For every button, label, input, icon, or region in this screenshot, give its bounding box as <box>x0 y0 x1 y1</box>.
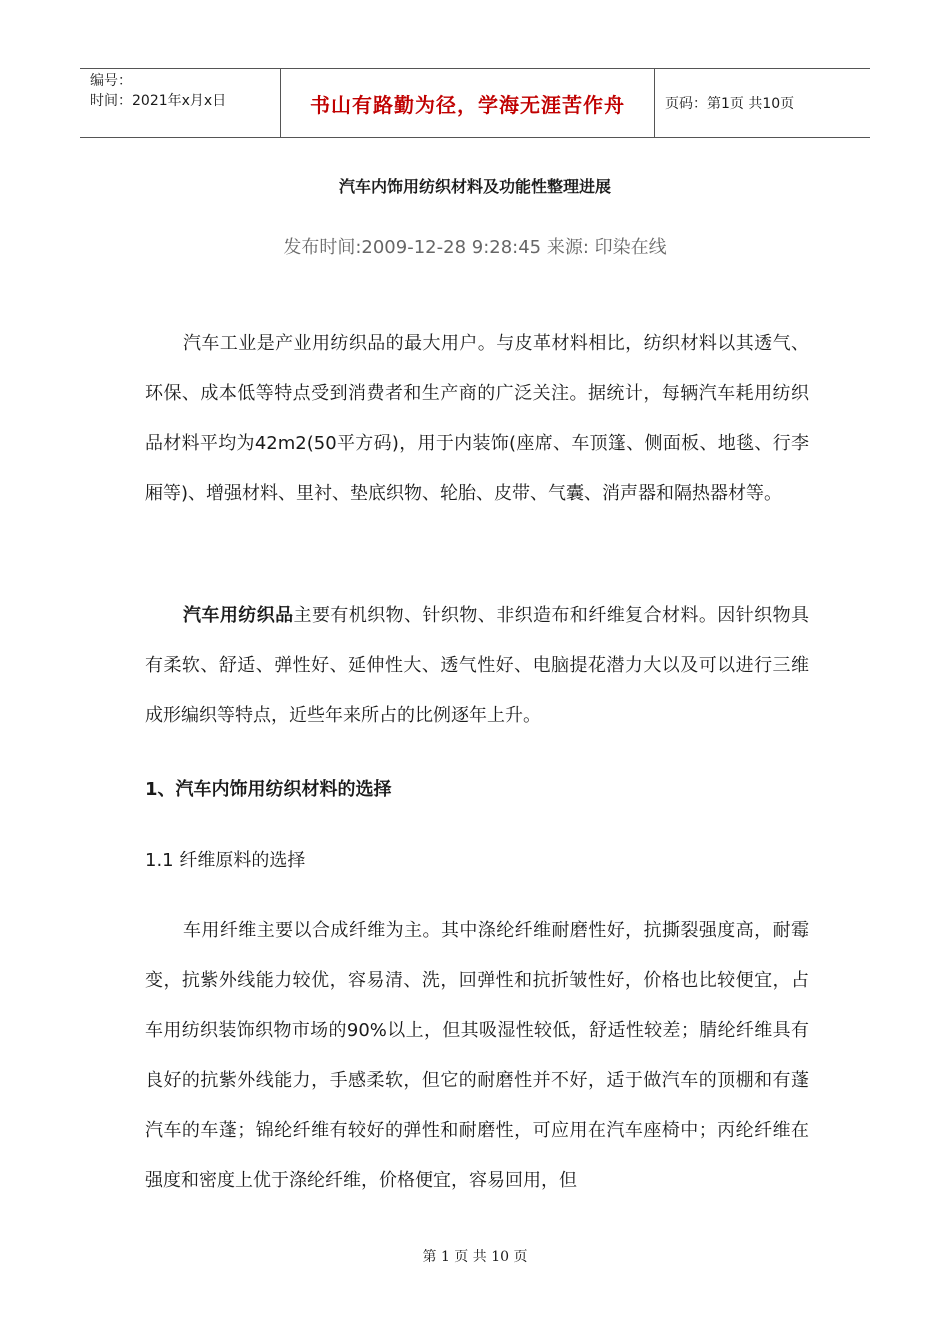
article-title: 汽车内饰用纺织材料及功能性整理进展 <box>338 177 611 196</box>
page-footer: 第 1 页 共 10 页 <box>422 1249 528 1265</box>
article-meta: 发布时间:2009-12-28 9:28:45 来源: 印染在线 <box>283 237 667 258</box>
paragraph-fibers: 车用纤维主要以合成纤维为主。其中涤纶纤维耐磨性好，抗撕裂强度高，耐霉变，抗紫外线能力较优，容易清、洗，回弹性和抗折皱性好，价格也比较便宜，占车用纺织装饰织物市场的90%以上，但其吸湿性较低，舒适性较差；腈纶纤维具有良好的抗紫外线能力，手感柔软，但它的耐磨性并不好，适于做汽车的顶棚和有蓬汽车的车蓬；锦纶纤维有较好的弹性和耐磨性，可应用在汽车座椅中；丙纶纤维在强度和密度上优于涤纶纤维，价格便宜，容易回用，但 <box>145 920 809 1191</box>
paragraph-textiles-body: 主要有机织物、针织物、非织造布和纤维复合材料。因针织物具有柔软、舒适、弹性好、延伸性大、透气性好、电脑提花潜力大以及可以进行三维成形编织等特点，近些年来所占的比例逐年上升。 <box>145 605 809 726</box>
time-label: 时间：2021年x月x日 <box>90 93 227 109</box>
page-info: 页码：第1页 共10页 <box>665 96 795 112</box>
bold-term: 汽车用纺织品 <box>183 605 294 626</box>
paragraph-textiles <box>145 591 809 741</box>
header-page-cell <box>655 69 870 137</box>
subsection-heading: 1.1 纤维原料的选择 <box>145 850 306 871</box>
header-motto-cell <box>281 69 655 137</box>
paragraph-intro: 汽车工业是产业用纺织品的最大用户。与皮革材料相比，纺织材料以其透气、环保、成本低等特点受到消费者和生产商的广泛关注。据统计，每辆汽车耗用纺织品材料平均为42m2(50平方码)，用于内装饰(座席、车顶篷、侧面板、地毯、行李厢等)、增强材料、里衬、垫底织物、轮胎、皮带、气囊、消声器和隔热器材等。 <box>145 333 809 504</box>
number-label: 编号： <box>90 73 132 89</box>
header-left-cell <box>80 69 281 137</box>
document-header <box>80 68 870 138</box>
motto-text: 书山有路勤为径，学海无涯苦作舟 <box>310 92 625 117</box>
section-heading: 1、汽车内饰用纺织材料的选择 <box>145 779 392 800</box>
